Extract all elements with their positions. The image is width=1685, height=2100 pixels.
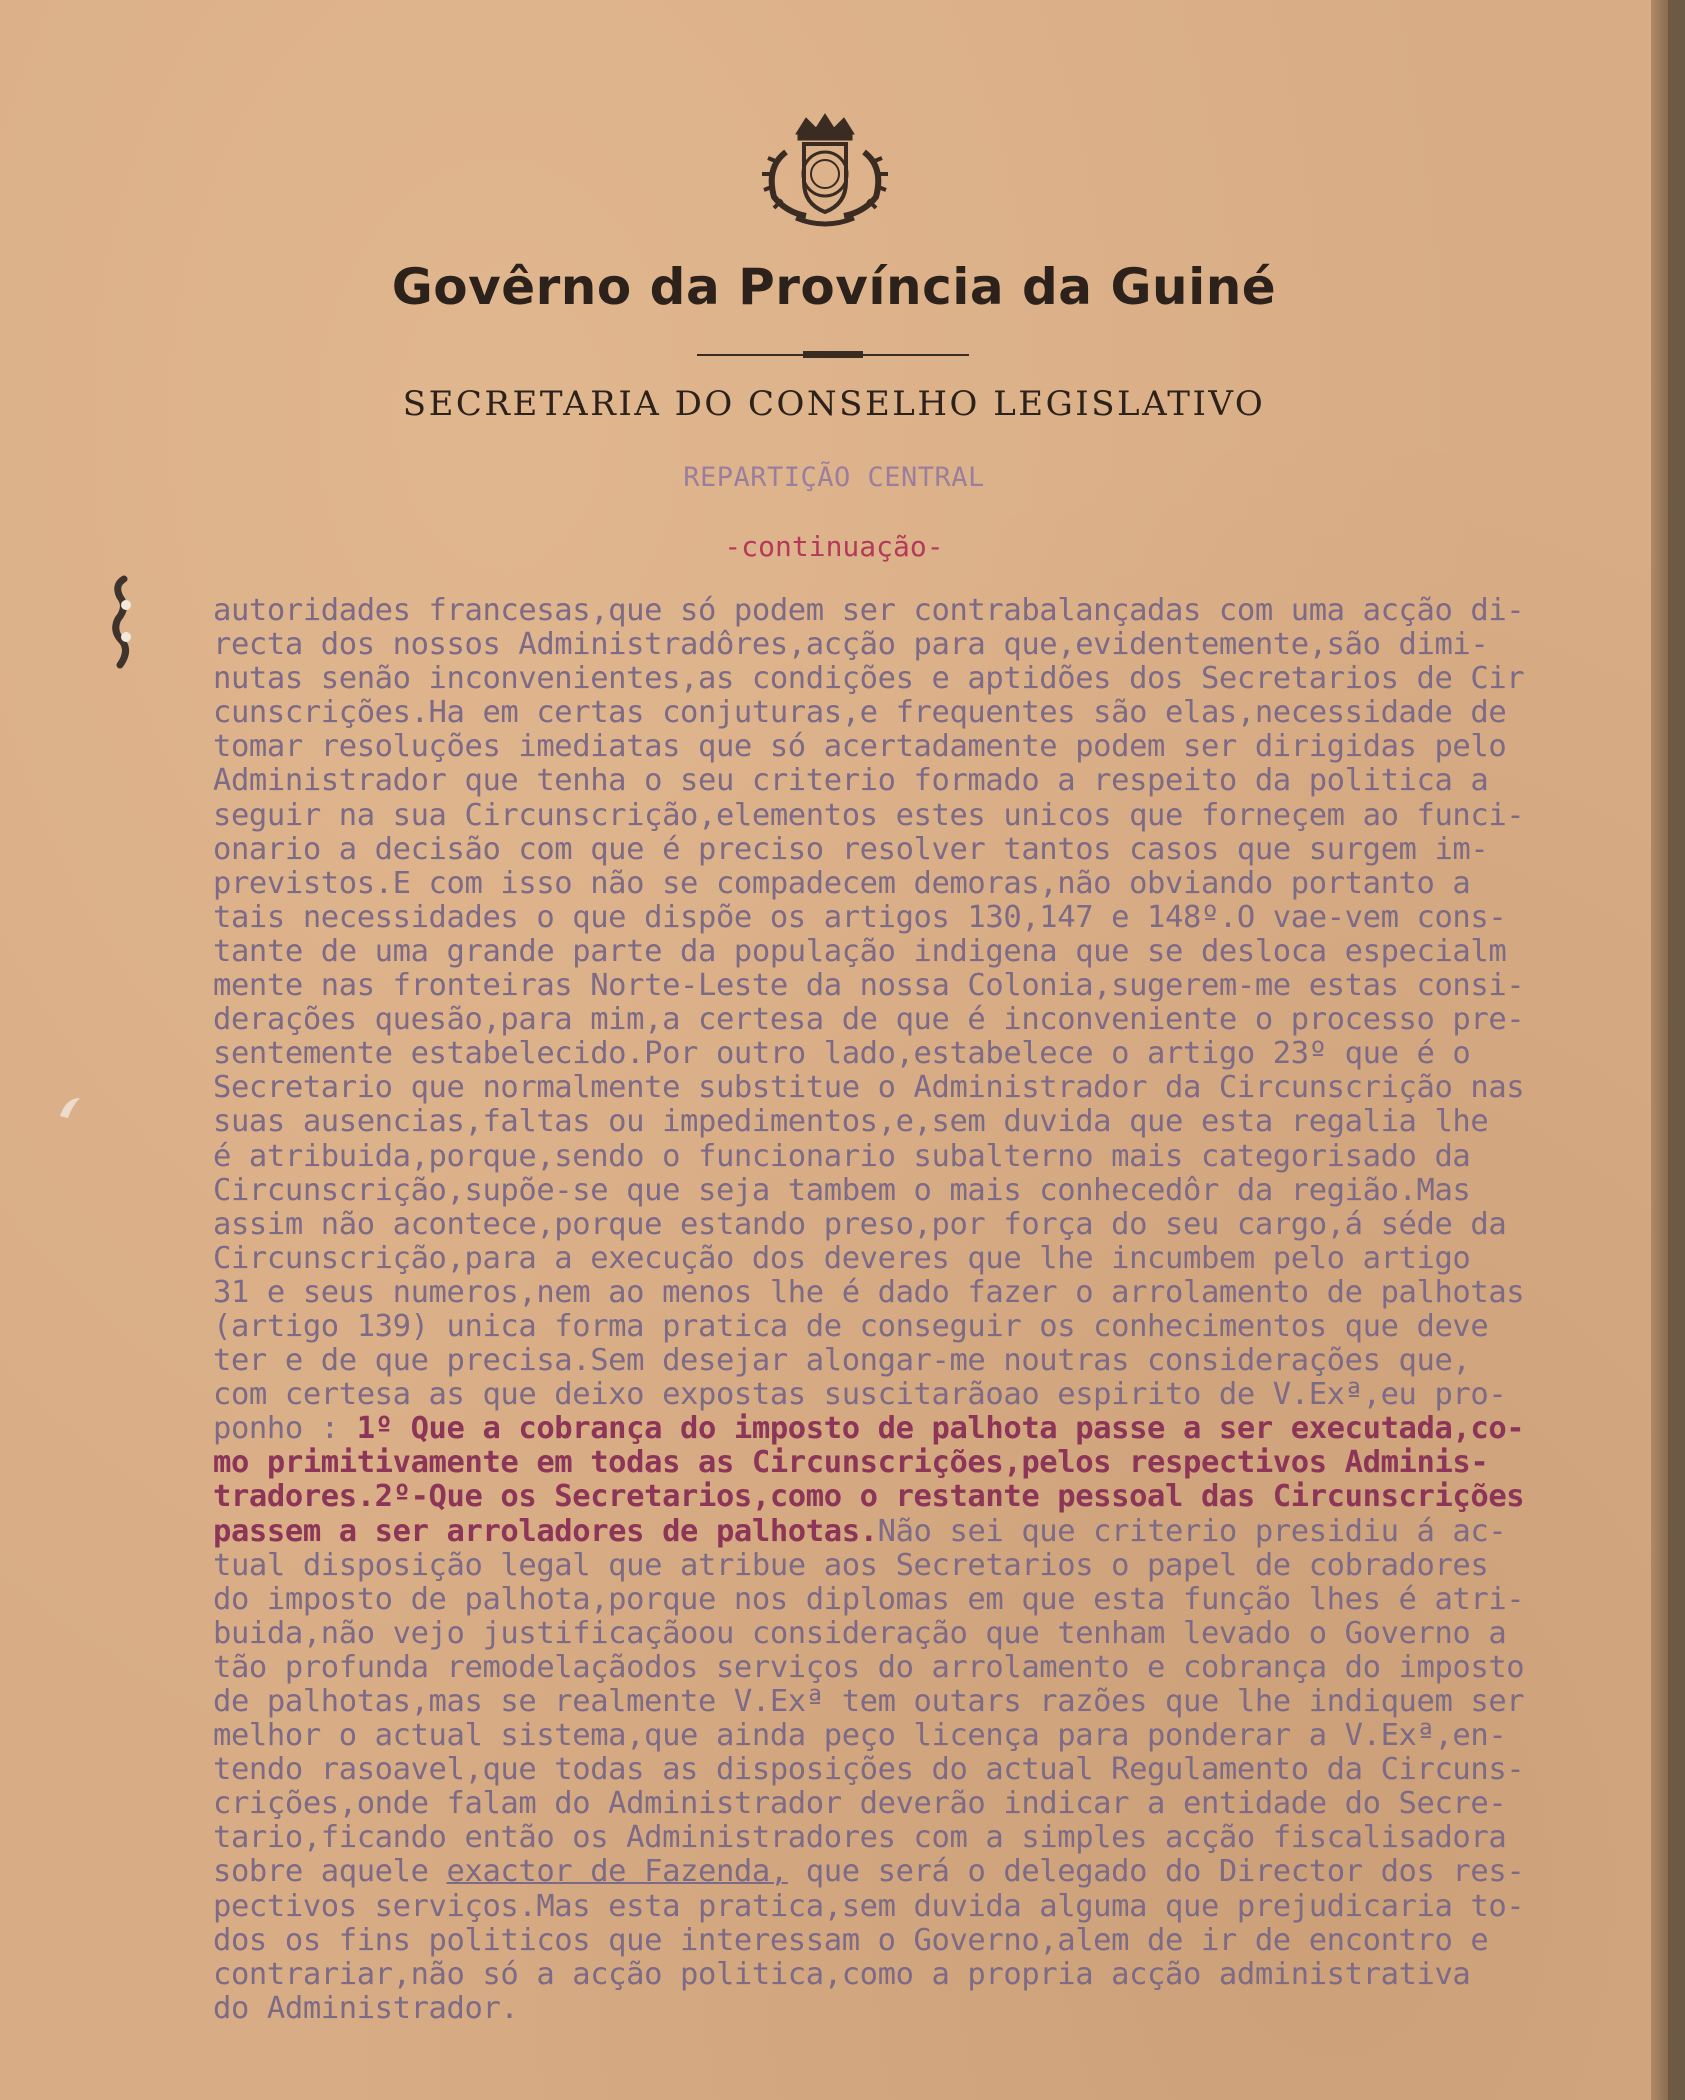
- text-line: [213, 1310, 1668, 1344]
- text-segment: do Administrador.: [213, 1990, 519, 2024]
- text-segment: sentemente estabelecido.Por outro lado,estabelece o artigo 23º que é o: [213, 1036, 1471, 1072]
- text-line: [213, 1549, 1668, 1583]
- text-line: [213, 764, 1668, 798]
- text-line: [213, 1753, 1668, 1787]
- text-line: [213, 1174, 1668, 1208]
- department-heading: SECRETARIA DO CONSELHO LEGISLATIVO: [402, 384, 1266, 424]
- text-segment: dos os fins politicos que interessam o Governo,alem de ir de encontro e: [213, 1922, 1489, 1958]
- text-line: [213, 1480, 1668, 1514]
- text-segment: recta dos nossos Administradôres,acção para que,evidentemente,são dimi-: [213, 627, 1489, 663]
- text-segment: contrariar,não só a acção politica,como a propria acção administrativa: [213, 1956, 1471, 1992]
- text-line: [213, 1787, 1668, 1821]
- highlighted-text: tradores.2º-Que os Secretarios,como o restante pessoal das Circunscrições: [213, 1479, 1525, 1515]
- portuguese-coat-of-arms-icon: [756, 112, 894, 230]
- text-segment: Administrador que tenha o seu criterio formado a respeito da politica a: [213, 763, 1489, 799]
- text-line: [213, 1992, 1668, 2024]
- text-line: [213, 1344, 1668, 1378]
- text-line: [213, 969, 1668, 1003]
- text-segment: crições,onde falam do Administrador deverão indicar a entidade do Secre-: [213, 1786, 1507, 1822]
- text-line: [213, 1105, 1668, 1139]
- text-line: [213, 867, 1668, 901]
- text-segment: previstos.E com isso não se compadecem demoras,não obviando portanto a: [213, 865, 1471, 901]
- text-segment: pectivos serviços.Mas esta pratica,sem duvida alguma que prejudicaria to-: [213, 1888, 1525, 1924]
- text-line: [213, 1208, 1668, 1242]
- text-line: [213, 1276, 1668, 1310]
- underlined-text: exactor de Fazenda,: [446, 1854, 788, 1890]
- paper-fastener-mark: [108, 575, 144, 673]
- text-segment: Não sei que criterio presidiu á ac-: [877, 1513, 1507, 1549]
- text-line: [213, 1890, 1668, 1924]
- text-segment: é atribuida,porque,sendo o funcionario subalterno mais categorisado da: [213, 1138, 1471, 1174]
- highlighted-text: 1º Que a cobrança do imposto de palhota passe a ser executada,co-: [356, 1411, 1525, 1447]
- text-segment: ponho :: [213, 1411, 357, 1447]
- text-segment: buida,não vejo justificaçãoou consideração que tenham levado o Governo a: [213, 1615, 1507, 1651]
- text-line: [213, 1412, 1668, 1446]
- text-segment: Circunscrição,supõe-se que seja tambem o mais conhecedôr da região.Mas: [213, 1172, 1471, 1208]
- text-line: [213, 1719, 1668, 1753]
- text-line: [213, 935, 1668, 969]
- text-line: [213, 1003, 1668, 1037]
- text-segment: Circunscrição,para a execução dos deveres que lhe incumbem pelo artigo: [213, 1240, 1471, 1276]
- text-segment: que será o delegado do Director dos res-: [787, 1854, 1525, 1890]
- text-line: [213, 1446, 1668, 1480]
- text-segment: de palhotas,mas se realmente V.Exª tem outars razões que lhe indiquem ser: [213, 1684, 1525, 1719]
- text-segment: sobre aquele: [213, 1854, 447, 1890]
- text-line: [213, 1242, 1668, 1276]
- text-line: [213, 1855, 1668, 1889]
- text-segment: com certesa as que deixo expostas suscitarãoao espirito de V.Exª,eu pro-: [213, 1377, 1507, 1413]
- text-segment: tario,ficando então os Administradores com a simples acção fiscalisadora: [213, 1820, 1507, 1856]
- letter-body: [213, 594, 1668, 2024]
- text-segment: tais necessidades o que dispõe os artigos 130,147 e 148º.O vae-vem cons-: [213, 899, 1507, 935]
- text-segment: cunscrições.Ha em certas conjuturas,e frequentes são elas,necessidade de: [213, 695, 1507, 731]
- text-line: [213, 1924, 1668, 1958]
- text-segment: assim não acontece,porque estando preso,por força do seu cargo,á séde da: [213, 1206, 1507, 1242]
- text-segment: mente nas fronteiras Norte-Leste da nossa Colonia,sugerem-me estas consi-: [213, 968, 1525, 1004]
- text-segment: autoridades francesas,que só podem ser contrabalançadas com uma acção di-: [213, 594, 1525, 628]
- text-segment: Secretario que normalmente substitue o Administrador da Circunscrição nas: [213, 1070, 1525, 1106]
- text-segment: tendo rasoavel,que todas as disposições do actual Regulamento da Circuns-: [213, 1752, 1525, 1788]
- text-segment: tomar resoluções imediatas que só acertadamente podem ser dirigidas pelo: [213, 729, 1507, 765]
- text-line: [213, 1583, 1668, 1617]
- section-heading: REPARTIÇÃO CENTRAL: [683, 462, 985, 493]
- text-line: [213, 730, 1668, 764]
- text-segment: 31 e seus numeros,nem ao menos lhe é dado fazer o arrolamento de palhotas: [213, 1274, 1525, 1310]
- text-segment: nutas senão inconvenientes,as condições e aptidões dos Secretarios de Cir: [213, 661, 1525, 697]
- text-segment: onario a decisão com que é preciso resolver tantos casos que surgem im-: [213, 831, 1489, 867]
- text-segment: tante de uma grande parte da população indigena que se desloca especialm: [213, 933, 1507, 969]
- text-line: [213, 901, 1668, 935]
- highlighted-text: passem a ser arroladores de palhotas.: [213, 1513, 878, 1549]
- text-line: [213, 1651, 1668, 1685]
- text-line: [213, 1378, 1668, 1412]
- text-line: [213, 1821, 1668, 1855]
- text-line: [213, 1617, 1668, 1651]
- text-segment: derações quesão,para mim,a certesa de que é inconveniente o processo pre-: [213, 1002, 1525, 1038]
- text-line: [213, 833, 1668, 867]
- text-line: [213, 628, 1668, 662]
- text-line: [213, 1958, 1668, 1992]
- text-segment: tual disposição legal que atribue aos Secretarios o papel de cobradores: [213, 1547, 1489, 1583]
- highlighted-text: mo primitivamente em todas as Circunscrições,pelos respectivos Adminis-: [213, 1445, 1489, 1481]
- text-line: [213, 1140, 1668, 1174]
- title-divider-center: [803, 351, 863, 358]
- government-title: Govêrno da Província da Guiné: [391, 258, 1277, 316]
- text-line: [213, 662, 1668, 696]
- text-segment: ter e de que precisa.Sem desejar alongar-me noutras considerações que,: [213, 1343, 1471, 1379]
- text-segment: seguir na sua Circunscrição,elementos estes unicos que forneçem ao funci-: [213, 797, 1525, 833]
- text-line: [213, 594, 1668, 628]
- text-line: [213, 799, 1668, 833]
- text-line: [213, 1071, 1668, 1105]
- paper-tear-mark: [56, 1092, 84, 1122]
- text-segment: (artigo 139) unica forma pratica de conseguir os conhecimentos que deve: [213, 1308, 1489, 1344]
- text-segment: melhor o actual sistema,que ainda peço licença para ponderar a V.Exª,en-: [213, 1718, 1507, 1754]
- text-line: [213, 1685, 1668, 1719]
- text-segment: suas ausencias,faltas ou impedimentos,e,sem duvida que esta regalia lhe: [213, 1104, 1489, 1140]
- continuation-label: -continuação-: [724, 530, 944, 563]
- text-line: [213, 1037, 1668, 1071]
- text-segment: do imposto de palhota,porque nos diplomas em que esta função lhes é atri-: [213, 1581, 1525, 1617]
- text-line: [213, 696, 1668, 730]
- text-segment: tão profunda remodelaçãodos serviços do arrolamento e cobrança do imposto: [213, 1649, 1525, 1685]
- text-line: [213, 1515, 1668, 1549]
